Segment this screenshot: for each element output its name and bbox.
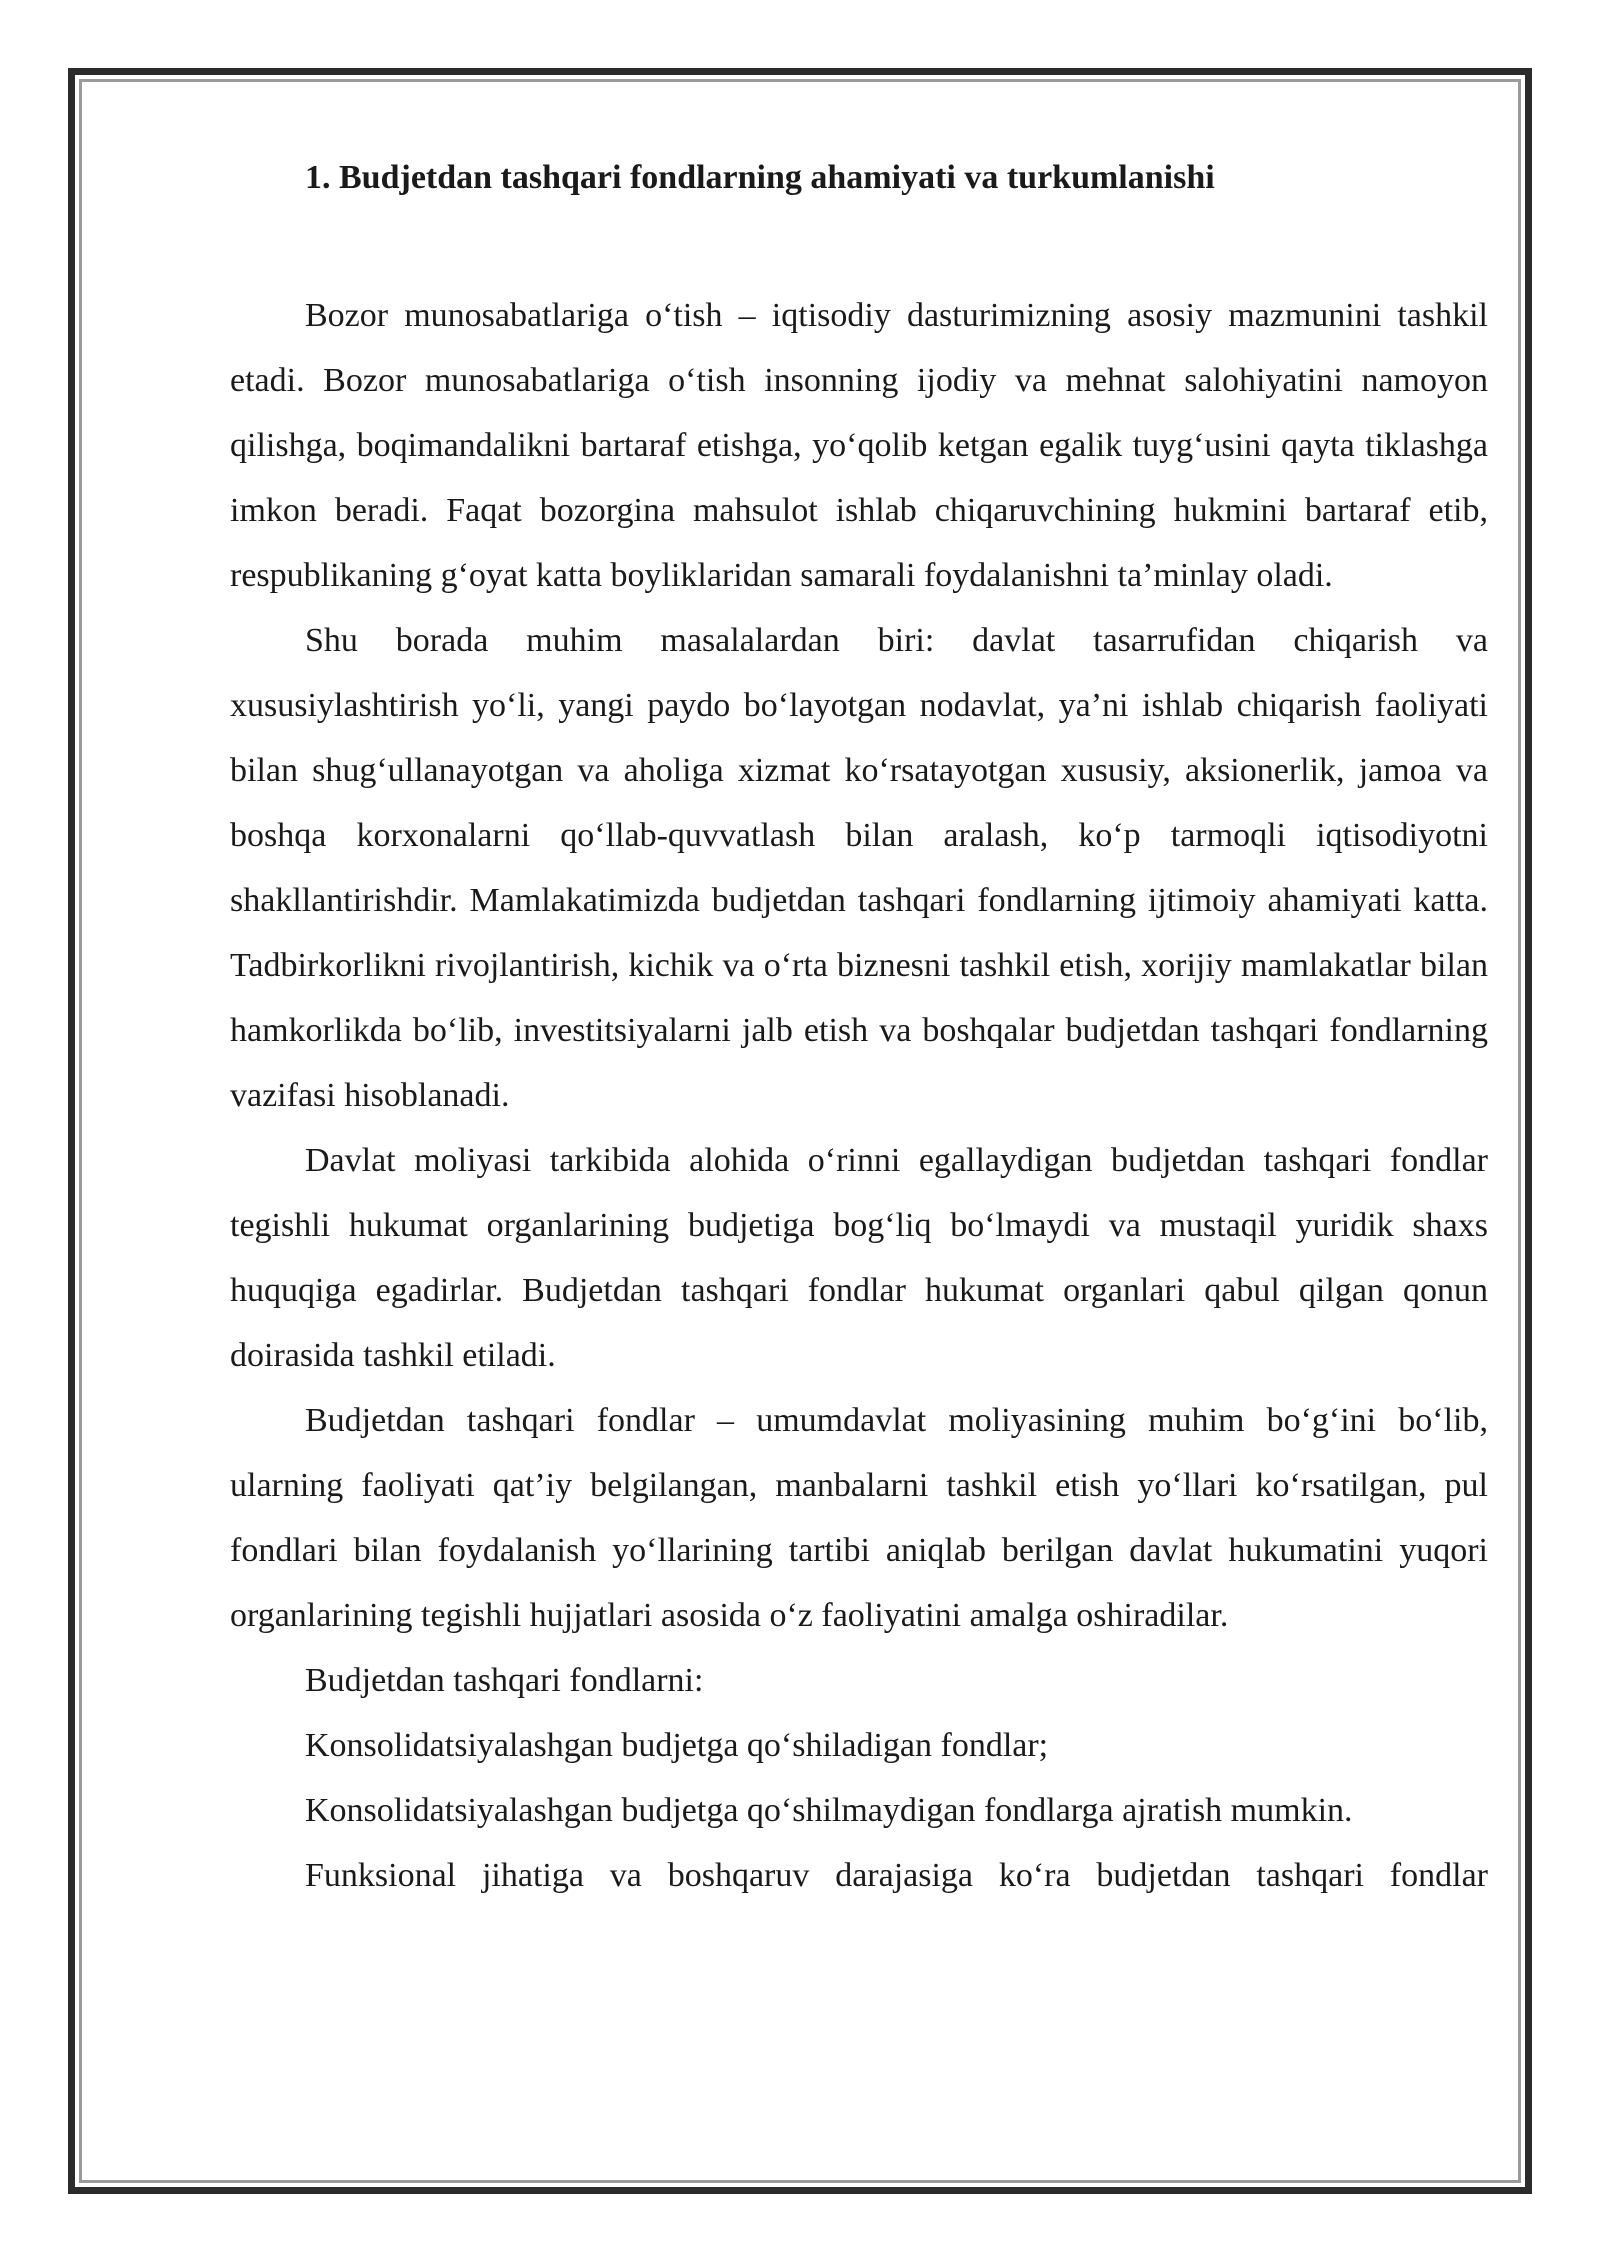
document-body xyxy=(230,148,1488,1908)
closing-line: Funksional jihatiga va boshqaruv darajasiga ko‘ra budjetdan tashqari fondlar xyxy=(305,1857,1488,1894)
paragraph-3: Davlat moliyasi tarkibida alohida o‘rinni egallaydigan budjetdan tashqari fondlar tegishli hukumat organlarining budjetiga bog‘liq bo‘lmaydi va mustaqil yuridik shaxs huquqiga egadirlar. Budjetdan tashqari fondlar hukumat organlari qabul qilgan qonun doirasida tashkil etiladi. xyxy=(230,1142,1488,1374)
paragraph-4: Budjetdan tashqari fondlar – umumdavlat moliyasining muhim bo‘g‘ini bo‘lib, ularning faoliyati qat’iy belgilangan, manbalarni tashkil etish yo‘llari ko‘rsatilgan, pul fondlari bilan foydalanish yo‘llarining tartibi aniqlab berilgan davlat hukumatini yuqori organlarining tegishli hujjatlari asosida o‘z faoliyatini amalga oshiradilar. xyxy=(230,1402,1488,1634)
list-intro: Budjetdan tashqari fondlarni: xyxy=(305,1662,704,1699)
paragraph-1: Bozor munosabatlariga o‘tish – iqtisodiy dasturimizning asosiy mazmunini tashkil etadi. Bozor munosabatlariga o‘tish insonning ijodiy va mehnat salohiyatini namoyon qilishga, boqimandalikni bartaraf etishga, yo‘qolib ketgan egalik tuyg‘usini qayta tiklashga imkon beradi. Faqat bozorgina mahsulot ishlab chiqaruvchining hukmini bartaraf etib, respublikaning g‘oyat katta boyliklaridan samarali foydalanishni ta’minlay oladi. xyxy=(230,297,1488,594)
paragraph-2: Shu borada muhim masalalardan biri: davlat tasarrufidan chiqarish va xususiylashtirish yo‘li, yangi paydo bo‘layotgan nodavlat, ya’ni ishlab chiqarish faoliyati bilan shug‘ullanayotgan va aholiga xizmat ko‘rsatayotgan xususiy, aksionerlik, jamoa va boshqa korxonalarni qo‘llab-quvvatlash bilan aralash, ko‘p tarmoqli iqtisodiyotni shakllantirishdir. Mamlakatimizda budjetdan tashqari fondlarning ijtimoiy ahamiyati katta. Tadbirkorlikni rivojlantirish, kichik va o‘rta biznesni tashkil etish, xorijiy mamlakatlar bilan hamkorlikda bo‘lib, investitsiyalarni jalb etish va boshqalar budjetdan tashqari fondlarning vazifasi hisoblanadi. xyxy=(230,622,1488,1114)
section-heading: 1. Budjetdan tashqari fondlarning ahamiyati va turkumlanishi xyxy=(305,159,1215,196)
list-item-2: Konsolidatsiyalashgan budjetga qo‘shilmaydigan fondlarga ajratish mumkin. xyxy=(305,1792,1353,1829)
list-item-1: Konsolidatsiyalashgan budjetga qo‘shiladigan fondlar; xyxy=(305,1727,1049,1764)
